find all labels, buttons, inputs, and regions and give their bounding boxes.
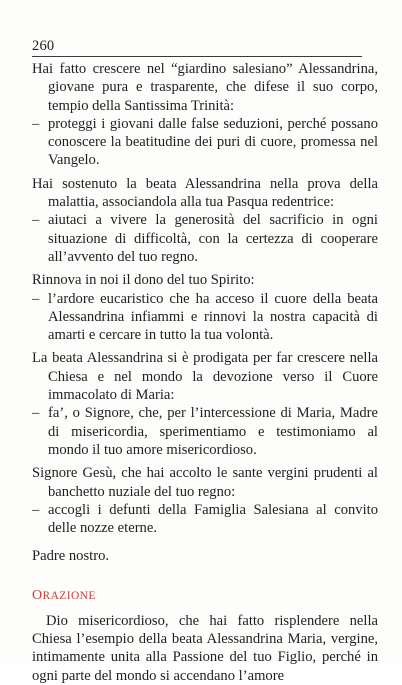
intercession-petition: [32, 501, 378, 538]
section-title-initial: O: [32, 587, 43, 603]
intercession-4: [32, 349, 378, 459]
intercession-intro: Hai fatto crescere nel “giardino salesiano” Alessandrina, giovane pura e trasparente, che difese il suo corpo, tempio della Santissima Trinità:: [32, 61, 378, 114]
closing-line: Padre nostro.: [32, 548, 110, 565]
petition-text: fa’, o Signore, che, per l’intercessione di Maria, Madre di misericordia, sperimentiamo e testimoniamo al mondo il tuo amore misericordioso.: [48, 405, 378, 458]
dash-marker: –: [32, 115, 40, 132]
dash-marker: –: [32, 405, 40, 422]
dash-marker: –: [32, 212, 40, 229]
intercession-5: [32, 464, 378, 537]
petition-text: accogli i defunti della Famiglia Salesiana al convito delle nozze eterne.: [48, 501, 378, 537]
intercession-intro: Signore Gesù, che hai accolto le sante vergini prudenti al banchetto nuziale del tuo regno:: [32, 465, 378, 500]
petition-text: l’ardore eucaristico che ha acceso il cuore della beata Alessandrina infiammi e rinnovi la nostra capacità di amarti e cercare in tutto la tua volontà.: [48, 290, 378, 344]
orazione-text: Dio misericordioso, che hai fatto risplendere nella Chiesa l’esempio della beata Alessandrina Maria, vergine, intimamente unita alla Passione del tuo Figlio, perché in ogni parte del mondo si accendano l’amore: [32, 612, 378, 684]
intercession-1: [32, 60, 378, 170]
intercession-petition: [32, 404, 378, 459]
intercession-petition: [32, 290, 378, 345]
intercession-2: [32, 175, 378, 266]
petition-text: aiutaci a vivere la generosità del sacrificio in ogni situazione di difficoltà, con la certezza di cooperare all’avvento del tuo regno.: [48, 212, 378, 265]
intercession-petition: [32, 115, 378, 170]
intercession-intro: Rinnova in noi il dono del tuo Spirito:: [32, 272, 255, 289]
intercession-petition: [32, 211, 378, 266]
section-title-orazione: [32, 588, 378, 604]
petition-text: proteggi i giovani dalle false seduzioni, perché possano conoscere la beatitudine dei puri di cuore, promessa nel Vangelo.: [48, 115, 378, 169]
intercession-3: [32, 271, 378, 344]
page-number: 260: [32, 38, 55, 54]
prayer-content: [32, 60, 378, 685]
dash-marker: –: [32, 290, 40, 307]
intercession-intro: Hai sostenuto la beata Alessandrina nella prova della malattia, associandola alla tua Pasqua redentrice:: [32, 175, 378, 211]
header-rule: [32, 56, 362, 57]
dash-marker: –: [32, 501, 40, 518]
intercession-intro: La beata Alessandrina si è prodigata per far crescere nella Chiesa e nel mondo la devozione verso il Cuore immacolato di Maria:: [32, 350, 378, 404]
section-title-rest: RAZIONE: [42, 589, 96, 602]
